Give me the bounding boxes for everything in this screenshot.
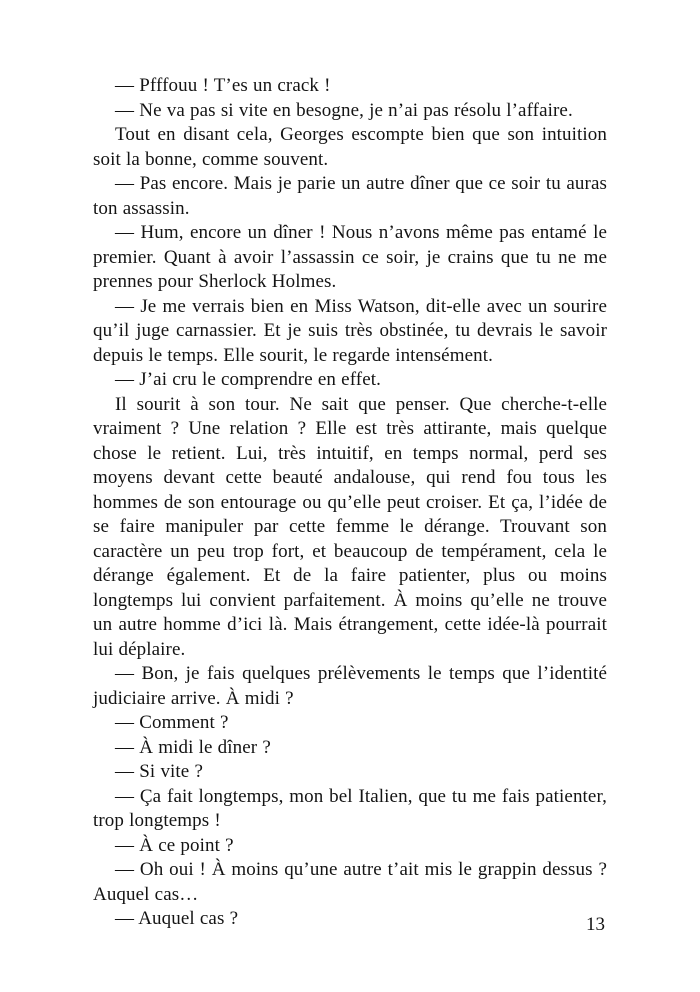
dialogue-line: — Oh oui ! À moins qu’une autre t’ait mis le grappin dessus ? Auquel cas… (93, 859, 607, 905)
dialogue-line: — Je me verrais bien en Miss Watson, dit-elle avec un sourire qu’il juge carnassier. Et je suis très obstinée, tu devrais le savoir depuis le temps. Elle sourit, le regarde intensément. (93, 295, 607, 366)
dialogue-line: — Pas encore. Mais je parie un autre dîner que ce soir tu auras ton assassin. (93, 173, 607, 219)
dialogue-line: — Si vite ? (115, 761, 204, 782)
dialogue-line: — Comment ? (115, 712, 229, 733)
dialogue-line: — J’ai cru le comprendre en effet. (115, 369, 381, 390)
dialogue-line: — Auquel cas ? (115, 908, 239, 929)
dialogue-line: — À midi le dîner ? (115, 736, 271, 758)
page-number: 13 (586, 914, 605, 935)
dialogue-line: — Hum, encore un dîner ! Nous n’avons même pas entamé le premier. Quant à avoir l’assassin ce soir, je crains que tu ne me prennes pour Sherlock Holmes. (93, 222, 607, 292)
narrative-paragraph: Il sourit à son tour. Ne sait que penser. Que cherche-t-elle vraiment ? Une relation ? Elle est très attirante, mais quelque chose le retient. Lui, très intuitif, en temps normal, perd ses moyens devant cette beauté andalouse, qui rend fou tous les hommes de son entourage ou qu’elle peut croiser. Et ça, l’idée de se faire manipuler par cette femme le dérange. Trouvant son caractère un peu trop fort, et beaucoup de tempérament, cela le dérange également. Et de la faire patienter, plus ou moins longtemps lui convient parfaitement. À moins qu’elle ne trouve un autre homme d’ici là. Mais étrangement, cette idée-là pourrait lui déplaire. (93, 393, 607, 660)
page-body-text (93, 74, 607, 935)
dialogue-line: — Ne va pas si vite en besogne, je n’ai pas résolu l’affaire. (115, 99, 573, 121)
dialogue-line: — Ça fait longtemps, mon bel Italien, que tu me fais patienter, trop longtemps ! (93, 785, 607, 831)
narrative-paragraph: Tout en disant cela, Georges escompte bien que son intuition soit la bonne, comme souvent. (93, 124, 607, 170)
dialogue-line: — Bon, je fais quelques prélèvements le temps que l’identité judiciaire arrive. À midi ? (93, 663, 607, 709)
dialogue-line: — Pfffouu ! T’es un crack ! (115, 75, 331, 96)
dialogue-line: — À ce point ? (115, 834, 234, 856)
